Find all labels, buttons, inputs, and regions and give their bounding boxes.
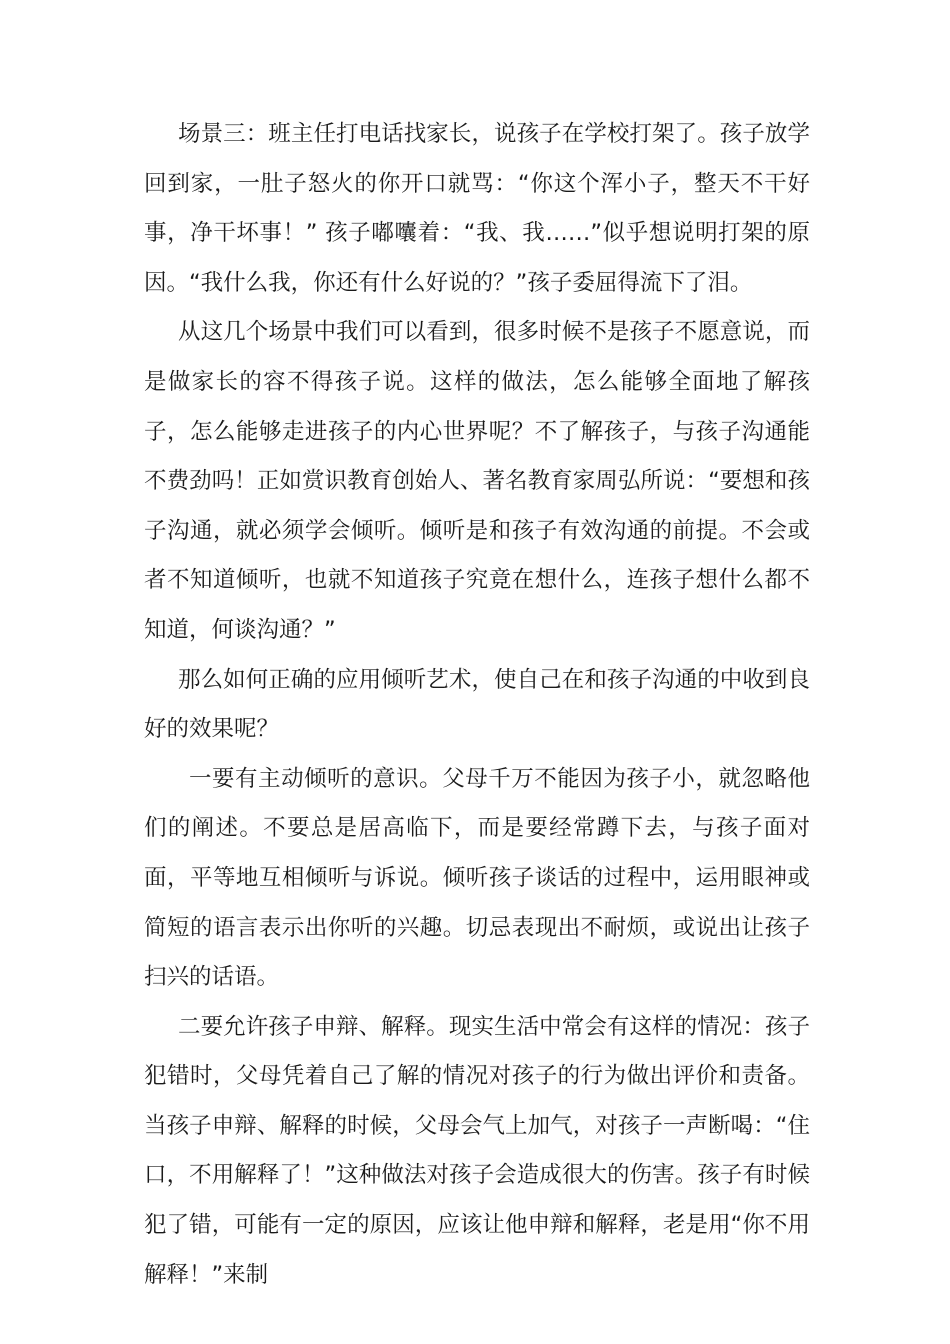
paragraph-question: 那么如何正确的应用倾听艺术，使自己在和孩子沟通的中收到良好的效果呢？ [144,666,810,743]
paragraph-analysis: 从这几个场景中我们可以看到，很多时候不是孩子不愿意说，而是做家长的容不得孩子说。这样的做法，怎么能够全面地了解孩子，怎么能够走进孩子的内心世界呢？不了解孩子，与孩子沟通能不费劲吗！正如赏识教育创始人、著名教育家周弘所说：“要想和孩子沟通，就必须学会倾听。倾听是和孩子有效沟通的前提。不会或者不知道倾听，也就不知道孩子究竟在想什么，连孩子想什么都不知道，何谈沟通？” [144,319,810,643]
paragraph-point-one: 一要有主动倾听的意识。父母千万不能因为孩子小，就忽略他们的阐述。不要总是居高临下，而是要经常蹲下去，与孩子面对面，平等地互相倾听与诉说。倾听孩子谈话的过程中，运用眼神或简短的语言表示出你听的兴趣。切忌表现出不耐烦，或说出让孩子扫兴的话语。 [144,765,810,991]
document-body [144,110,810,1300]
paragraph-point-two: 二要允许孩子申辩、解释。现实生活中常会有这样的情况：孩子犯错时，父母凭着自己了解的情况对孩子的行为做出评价和责备。当孩子申辩、解释的时候，父母会气上加气，对孩子一声断喝：“住口，不用解释了！”这种做法对孩子会造成很大的伤害。孩子有时候犯了错，可能有一定的原因，应该让他申辩和解释，老是用“你不用解释！”来制 [144,1013,810,1288]
paragraph-scene-three: 场景三：班主任打电话找家长，说孩子在学校打架了。孩子放学回到家，一肚子怒火的你开口就骂：“你这个浑小子，整天不干好事，净干坏事！” 孩子嘟囔着：“我、我……”似乎想说明打架的原因。“我什么我，你还有什么好说的？”孩子委屈得流下了泪。 [144,121,810,296]
